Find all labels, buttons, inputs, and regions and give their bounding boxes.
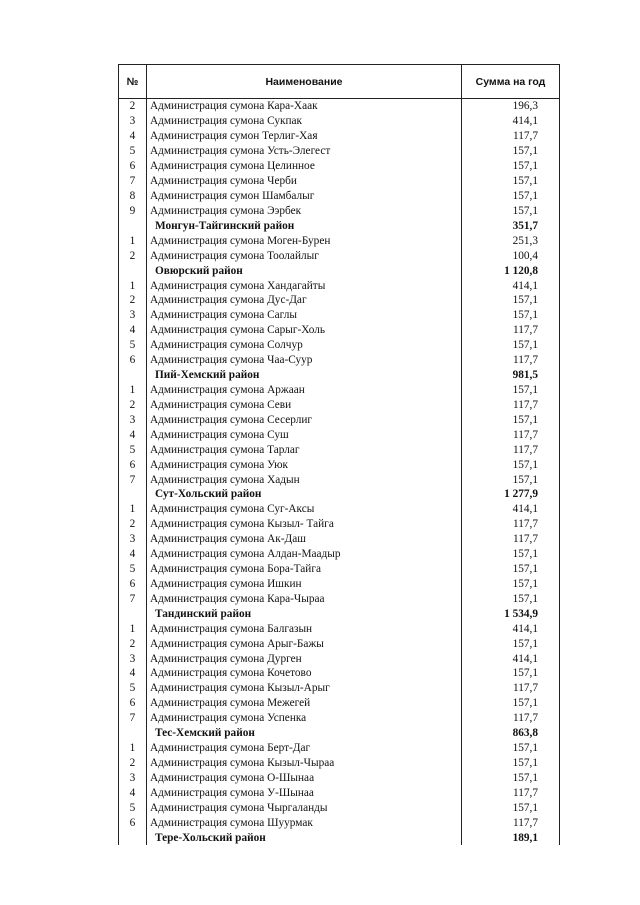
row-sum: 251,3 <box>462 233 560 248</box>
table-row <box>119 756 560 771</box>
table-row <box>119 532 560 547</box>
table-row <box>119 815 560 830</box>
row-sum: 157,1 <box>462 457 560 472</box>
row-number: 9 <box>119 203 147 218</box>
district-row <box>119 218 560 233</box>
row-sum: 863,8 <box>462 726 560 741</box>
row-sum: 157,1 <box>462 383 560 398</box>
district-row <box>119 606 560 621</box>
row-name: Овюрский район <box>147 263 462 278</box>
row-sum: 157,1 <box>462 412 560 427</box>
row-name: Администрация сумона Бора-Тайга <box>147 562 462 577</box>
row-sum: 157,1 <box>462 696 560 711</box>
row-number: 5 <box>119 144 147 159</box>
row-name: Администрация сумона Моген-Бурен <box>147 233 462 248</box>
table-row <box>119 99 560 114</box>
row-name: Администрация сумона Аржаан <box>147 383 462 398</box>
row-sum: 157,1 <box>462 756 560 771</box>
row-number: 7 <box>119 711 147 726</box>
row-sum: 100,4 <box>462 248 560 263</box>
table-row <box>119 308 560 323</box>
row-name: Администрация сумона Сукпак <box>147 114 462 129</box>
row-name: Администрация сумона Целинное <box>147 159 462 174</box>
row-number <box>119 218 147 233</box>
table-row <box>119 129 560 144</box>
row-number: 1 <box>119 621 147 636</box>
row-sum: 414,1 <box>462 651 560 666</box>
row-number: 4 <box>119 785 147 800</box>
row-sum: 157,1 <box>462 308 560 323</box>
row-number: 3 <box>119 651 147 666</box>
table-row <box>119 278 560 293</box>
table-row <box>119 442 560 457</box>
table-row <box>119 114 560 129</box>
district-row <box>119 830 560 845</box>
row-sum: 189,1 <box>462 830 560 845</box>
row-number: 2 <box>119 397 147 412</box>
row-sum: 117,7 <box>462 815 560 830</box>
row-sum: 1 534,9 <box>462 606 560 621</box>
row-sum: 1 120,8 <box>462 263 560 278</box>
row-name: Тес-Хемский район <box>147 726 462 741</box>
row-number: 1 <box>119 383 147 398</box>
row-number: 2 <box>119 99 147 114</box>
row-number: 4 <box>119 427 147 442</box>
table-row <box>119 696 560 711</box>
row-number: 5 <box>119 338 147 353</box>
table-row <box>119 547 560 562</box>
row-sum: 351,7 <box>462 218 560 233</box>
row-sum: 157,1 <box>462 562 560 577</box>
row-number: 5 <box>119 442 147 457</box>
table-row <box>119 353 560 368</box>
row-name: Администрация сумона Уюк <box>147 457 462 472</box>
table-row <box>119 293 560 308</box>
row-number: 2 <box>119 293 147 308</box>
row-number: 6 <box>119 457 147 472</box>
row-number: 4 <box>119 666 147 681</box>
row-sum: 157,1 <box>462 741 560 756</box>
row-name: Администрация сумона Успенка <box>147 711 462 726</box>
table-body <box>119 99 560 846</box>
row-name: Тере-Хольский район <box>147 830 462 845</box>
table-row <box>119 412 560 427</box>
row-name: Администрация сумон Шамбалыг <box>147 189 462 204</box>
table-row <box>119 651 560 666</box>
table-row <box>119 203 560 218</box>
row-number <box>119 263 147 278</box>
row-sum: 117,7 <box>462 517 560 532</box>
table-row <box>119 397 560 412</box>
table-row <box>119 770 560 785</box>
row-number: 7 <box>119 591 147 606</box>
row-sum: 157,1 <box>462 203 560 218</box>
row-name: Администрация сумона Сесерлиг <box>147 412 462 427</box>
row-name: Администрация сумона Ээрбек <box>147 203 462 218</box>
row-name: Администрация сумона Дурген <box>147 651 462 666</box>
table-row <box>119 636 560 651</box>
row-sum: 157,1 <box>462 293 560 308</box>
row-number: 6 <box>119 696 147 711</box>
row-name: Монгун-Тайгинский район <box>147 218 462 233</box>
table-row <box>119 233 560 248</box>
header-sum: Сумма на год <box>462 65 560 99</box>
header-row <box>119 65 560 99</box>
row-number: 7 <box>119 472 147 487</box>
row-sum: 157,1 <box>462 547 560 562</box>
row-number: 3 <box>119 308 147 323</box>
row-number: 5 <box>119 681 147 696</box>
row-name: Администрация сумона Сарыг-Холь <box>147 323 462 338</box>
table-row <box>119 338 560 353</box>
row-sum: 196,3 <box>462 99 560 114</box>
row-number: 2 <box>119 248 147 263</box>
row-number: 2 <box>119 636 147 651</box>
header-number: № <box>119 65 147 99</box>
row-number: 3 <box>119 114 147 129</box>
row-name: Администрация сумона Севи <box>147 397 462 412</box>
row-name: Администрация сумона Усть-Элегест <box>147 144 462 159</box>
row-name: Администрация сумона Чаа-Суур <box>147 353 462 368</box>
district-row <box>119 487 560 502</box>
row-number: 4 <box>119 129 147 144</box>
row-name: Администрация сумона Кочетово <box>147 666 462 681</box>
row-sum: 414,1 <box>462 114 560 129</box>
row-name: Пий-Хемский район <box>147 368 462 383</box>
table-row <box>119 517 560 532</box>
table-row <box>119 472 560 487</box>
table-row <box>119 189 560 204</box>
district-row <box>119 726 560 741</box>
row-name: Администрация сумона Межегей <box>147 696 462 711</box>
row-number: 7 <box>119 174 147 189</box>
row-name: Администрация сумона Берт-Даг <box>147 741 462 756</box>
row-sum: 157,1 <box>462 159 560 174</box>
row-sum: 157,1 <box>462 144 560 159</box>
table-row <box>119 621 560 636</box>
row-number: 2 <box>119 517 147 532</box>
row-sum: 117,7 <box>462 129 560 144</box>
row-sum: 117,7 <box>462 442 560 457</box>
table-row <box>119 383 560 398</box>
row-name: Администрация сумона Тоолайлыг <box>147 248 462 263</box>
table-row <box>119 174 560 189</box>
row-number: 5 <box>119 562 147 577</box>
table-row <box>119 323 560 338</box>
row-sum: 117,7 <box>462 681 560 696</box>
row-sum: 157,1 <box>462 189 560 204</box>
row-name: Администрация сумона Саглы <box>147 308 462 323</box>
row-number: 6 <box>119 159 147 174</box>
row-sum: 117,7 <box>462 353 560 368</box>
row-sum: 157,1 <box>462 770 560 785</box>
row-number: 3 <box>119 412 147 427</box>
row-name: Администрация сумона Балгазын <box>147 621 462 636</box>
row-sum: 157,1 <box>462 174 560 189</box>
row-name: Администрация сумон Терлиг-Хая <box>147 129 462 144</box>
row-sum: 414,1 <box>462 502 560 517</box>
table-row <box>119 159 560 174</box>
row-number: 4 <box>119 547 147 562</box>
row-number: 2 <box>119 756 147 771</box>
row-name: Администрация сумона Дус-Даг <box>147 293 462 308</box>
row-sum: 117,7 <box>462 711 560 726</box>
row-name: Администрация сумона Кызыл-Чыраа <box>147 756 462 771</box>
row-number <box>119 830 147 845</box>
row-name: Администрация сумона Хандагайты <box>147 278 462 293</box>
budget-table <box>118 64 560 845</box>
table-row <box>119 666 560 681</box>
row-sum: 157,1 <box>462 472 560 487</box>
row-name: Администрация сумона Шуурмак <box>147 815 462 830</box>
district-row <box>119 263 560 278</box>
row-name: Администрация сумона Арыг-Бажы <box>147 636 462 651</box>
row-number: 3 <box>119 770 147 785</box>
row-name: Администрация сумона Ак-Даш <box>147 532 462 547</box>
row-number: 6 <box>119 353 147 368</box>
table-row <box>119 785 560 800</box>
table-row <box>119 427 560 442</box>
row-number: 1 <box>119 233 147 248</box>
row-name: Администрация сумона О-Шынаа <box>147 770 462 785</box>
row-name: Администрация сумона Алдан-Маадыр <box>147 547 462 562</box>
row-name: Администрация сумона Черби <box>147 174 462 189</box>
table-row <box>119 577 560 592</box>
row-name: Администрация сумона У-Шынаа <box>147 785 462 800</box>
row-name: Администрация сумона Ишкин <box>147 577 462 592</box>
row-name: Администрация сумона Кызыл- Тайга <box>147 517 462 532</box>
table-row <box>119 591 560 606</box>
row-name: Администрация сумона Чыргаланды <box>147 800 462 815</box>
row-sum: 117,7 <box>462 427 560 442</box>
row-name: Администрация сумона Хадын <box>147 472 462 487</box>
row-sum: 414,1 <box>462 621 560 636</box>
row-sum: 117,7 <box>462 323 560 338</box>
row-number <box>119 368 147 383</box>
row-sum: 117,7 <box>462 785 560 800</box>
row-sum: 981,5 <box>462 368 560 383</box>
row-sum: 117,7 <box>462 532 560 547</box>
row-name: Администрация сумона Суг-Аксы <box>147 502 462 517</box>
table-row <box>119 248 560 263</box>
table-row <box>119 457 560 472</box>
row-number: 1 <box>119 278 147 293</box>
row-number: 1 <box>119 502 147 517</box>
row-number <box>119 487 147 502</box>
header-name: Наименование <box>147 65 462 99</box>
table-row <box>119 741 560 756</box>
row-sum: 157,1 <box>462 577 560 592</box>
row-number: 3 <box>119 532 147 547</box>
table-row <box>119 562 560 577</box>
row-sum: 414,1 <box>462 278 560 293</box>
row-number: 8 <box>119 189 147 204</box>
row-sum: 157,1 <box>462 636 560 651</box>
row-name: Администрация сумона Кызыл-Арыг <box>147 681 462 696</box>
row-number: 4 <box>119 323 147 338</box>
district-row <box>119 368 560 383</box>
row-number: 6 <box>119 577 147 592</box>
row-name: Сут-Хольский район <box>147 487 462 502</box>
row-sum: 157,1 <box>462 800 560 815</box>
table-row <box>119 800 560 815</box>
row-number: 6 <box>119 815 147 830</box>
row-sum: 157,1 <box>462 591 560 606</box>
budget-table-page <box>118 64 559 845</box>
row-name: Тандинский район <box>147 606 462 621</box>
row-sum: 117,7 <box>462 397 560 412</box>
row-name: Администрация сумона Тарлаг <box>147 442 462 457</box>
row-name: Администрация сумона Суш <box>147 427 462 442</box>
row-sum: 157,1 <box>462 666 560 681</box>
row-number: 1 <box>119 741 147 756</box>
row-name: Администрация сумона Солчур <box>147 338 462 353</box>
row-sum: 157,1 <box>462 338 560 353</box>
row-number <box>119 606 147 621</box>
row-name: Администрация сумона Кара-Хаак <box>147 99 462 114</box>
row-number: 5 <box>119 800 147 815</box>
table-row <box>119 711 560 726</box>
row-number <box>119 726 147 741</box>
row-sum: 1 277,9 <box>462 487 560 502</box>
table-row <box>119 502 560 517</box>
table-row <box>119 144 560 159</box>
table-header <box>119 65 560 99</box>
table-row <box>119 681 560 696</box>
row-name: Администрация сумона Кара-Чыраа <box>147 591 462 606</box>
